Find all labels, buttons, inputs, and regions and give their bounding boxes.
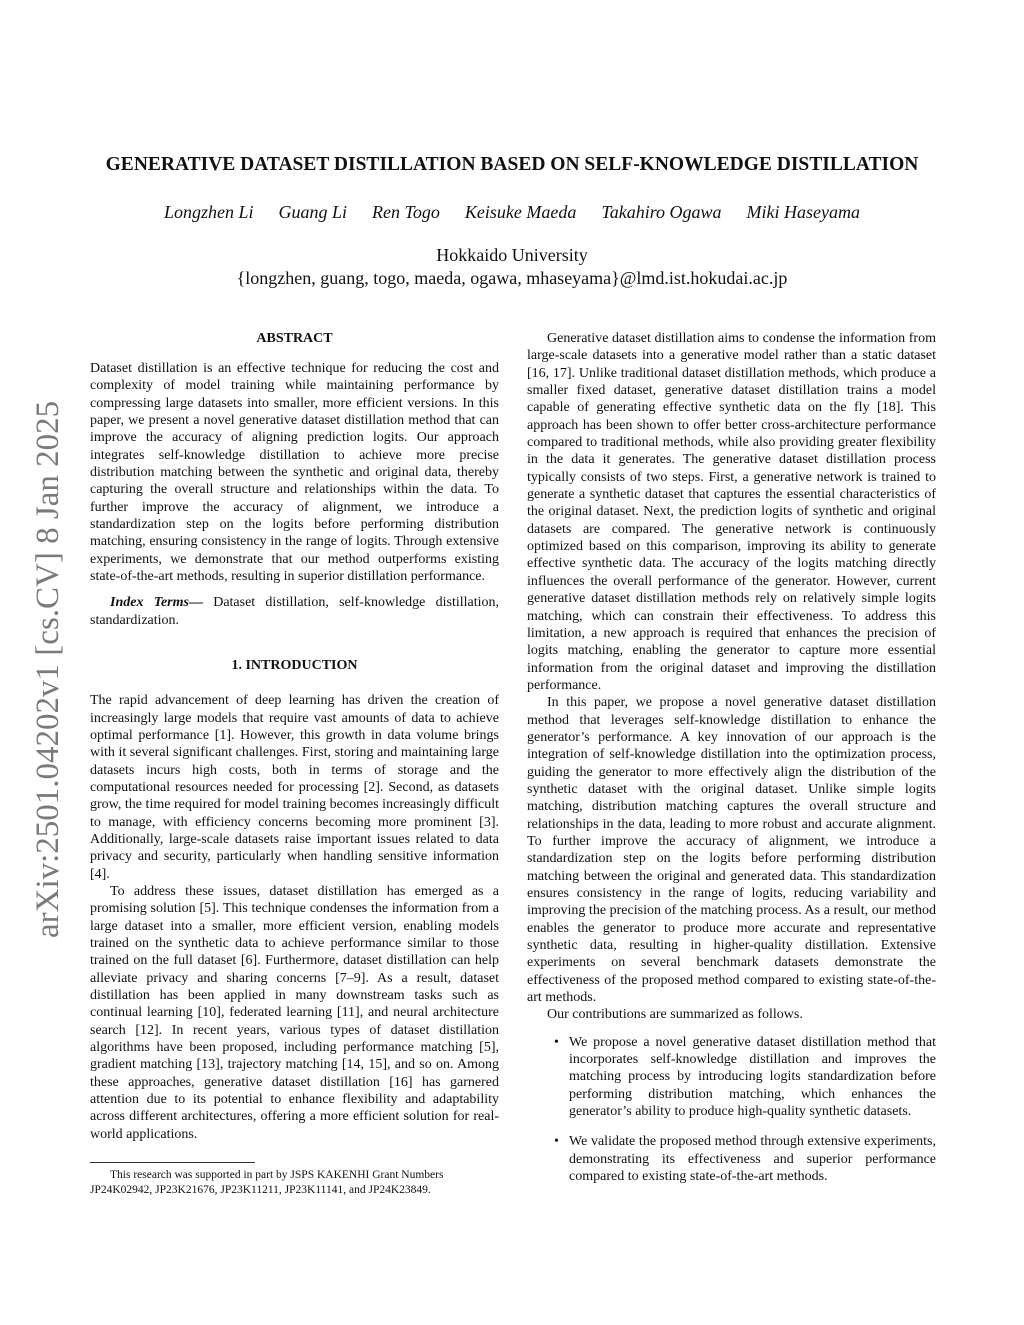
bullet-icon: • [554, 1134, 559, 1150]
left-column [90, 330, 499, 1143]
author-name: Guang Li [278, 202, 348, 222]
introduction-heading: 1. INTRODUCTION [231, 658, 358, 674]
author-emails: {longzhen, guang, togo, maeda, ogawa, mhaseyama}@lmd.ist.hokudai.ac.jp [236, 268, 788, 288]
author-name: Miki Haseyama [746, 202, 861, 222]
right-column [527, 330, 936, 1199]
author-name: Ren Togo [372, 202, 440, 222]
contributions-list [527, 1034, 936, 1186]
footnote [90, 1162, 499, 1198]
intro-paragraph: Generative dataset distillation aims to condense the information from large-scale datasets into a generative model rather than a static dataset [16, 17]. Unlike traditional dataset distillation methods, which produce a smaller fixed dataset, generative dataset distillation trains a model capable of generating effective synthetic data on the fly [18]. This approach has been shown to offer better cross-architecture performance compared to traditional methods, while also providing greater flexibility in the data it generates. The generative dataset distillation process typically consists of two steps. First, a generative network is trained to generate a synthetic dataset that captures the essential characteristics of the original dataset. Next, the prediction logits of synthetic and original datasets are compared. The generative network is continuously optimized based on this comparison, improving its ability to generate effective synthetic data. The accuracy of the logits matching directly influences the overall performance of the generator. However, current generative dataset distillation methods rely on relatively simple logits matching, which can constrain their effectiveness. To address this limitation, a new approach is required that enhances the precision of logits matching, enabling the generator to capture more essential information from the original dataset and improving the distillation performance. [527, 331, 936, 693]
arxiv-identifier: arXiv:2501.04202v1 [cs.CV] 8 Jan 2025 [30, 400, 66, 938]
intro-paragraph: The rapid advancement of deep learning has driven the creation of increasingly large models that require vast amounts of data to achieve optimal performance [1]. However, this growth in data volume brings with it several significant challenges. First, storing and maintaining large datasets incurs high costs, both in terms of storage and the computational resources needed for processing [2]. Second, as datasets grow, the time required for model training becomes increasingly difficult to manage, with efficiency concerns becoming more prominent [3]. Additionally, large-scale datasets raise important issues related to data privacy and security, particularly when handling sensitive information [4]. [90, 693, 499, 882]
abstract-text: Dataset distillation is an effective technique for reducing the cost and complexity of model training while maintaining performance by compressing large datasets into smaller, more efficient versions. In this paper, we present a novel generative dataset distillation method that can improve the accuracy of aligning prediction logits. Our approach integrates self-knowledge distillation to achieve more precise distribution matching between the synthetic and original data, thereby capturing the overall structure and relationships within the data. To further improve the accuracy of alignment, we introduce a standardization step on the logits before performing distribution matching, ensuring consistency in the range of logits. Through extensive experiments, we demonstrate that our method outperforms existing state-of-the-art methods, resulting in superior distillation performance. [90, 361, 499, 585]
funding-footnote: This research was supported in part by JSPS KAKENHI Grant Numbers JP24K02942, JP23K21676, JP23K11211, JP23K11141, and JP24K23849. [90, 1169, 444, 1196]
affiliation-block [60, 244, 964, 290]
abstract-heading: ABSTRACT [256, 331, 333, 346]
contribution-text: We validate the proposed method through extensive experiments, demonstrating its effectiveness and superior performance compared to existing state-of-the-art methods. [569, 1134, 936, 1185]
footnote-rule [90, 1162, 255, 1163]
list-item [527, 1133, 936, 1185]
bullet-icon: • [554, 1034, 559, 1050]
affiliation: Hokkaido University [436, 245, 588, 265]
list-item [527, 1034, 936, 1121]
index-terms-text: Dataset distillation, self-knowledge distillation, standardization. [90, 595, 500, 628]
index-terms-label: Index Terms— [110, 595, 203, 611]
intro-paragraph: Our contributions are summarized as follows. [547, 1007, 803, 1023]
intro-paragraph: To address these issues, dataset distillation has emerged as a promising solution [5]. This technique condenses the information from a large dataset into a smaller, more efficient version, enabling models trained on the synthetic data to achieve performance similar to those trained on the full dataset [6]. Furthermore, dataset distillation can help alleviate privacy and sharing concerns [7–9]. As a result, dataset distillation has been applied in many downstream tasks such as continual learning [10], federated learning [11], and neural architecture search [12]. In recent years, various types of dataset distillation algorithms have been proposed, including performance matching [5], gradient matching [13], trajectory matching [14, 15], and so on. Among these approaches, generative dataset distillation [16] has garnered attention due to its potential to enhance flexibility and adaptability across different architectures, offering a more efficient solution for real-world applications. [90, 883, 499, 1142]
paper-title: GENERATIVE DATASET DISTILLATION BASED ON SELF-KNOWLEDGE DISTILLATION [105, 154, 919, 175]
index-terms [90, 594, 499, 629]
author-name: Keisuke Maeda [464, 202, 577, 222]
contribution-text: We propose a novel generative dataset distillation method that incorporates self-knowledge distillation and improves the matching process by introducing logits standardization before performing distribution matching, which enhances the generator’s ability to produce high-quality synthetic datasets. [569, 1034, 936, 1120]
author-name: Longzhen Li [163, 202, 254, 222]
author-list [60, 200, 964, 224]
author-name: Takahiro Ogawa [601, 202, 722, 222]
intro-paragraph: In this paper, we propose a novel generative dataset distillation method that leverages self-knowledge distillation to enhance the generator’s performance. A key innovation of our approach is the integration of self-knowledge distillation into the optimization process, guiding the generator to more effectively align the distribution of the synthetic dataset with the original dataset. Unlike simple logits matching, distribution matching captures the overall structure and relationships in the data, leading to more robust and accurate alignment. To further improve the accuracy of alignment, we introduce a standardization step on the logits before performing distribution matching between the original and generated data. This standardization ensures consistency in the range of logits, reducing variability and improving the precision of the matching process. As a result, our method enables the generator to produce more accurate and representative synthetic data, resulting in higher-quality distillation. Extensive experiments on several benchmark datasets demonstrate the effectiveness of the proposed method compared to existing state-of-the-art methods. [527, 695, 936, 1006]
